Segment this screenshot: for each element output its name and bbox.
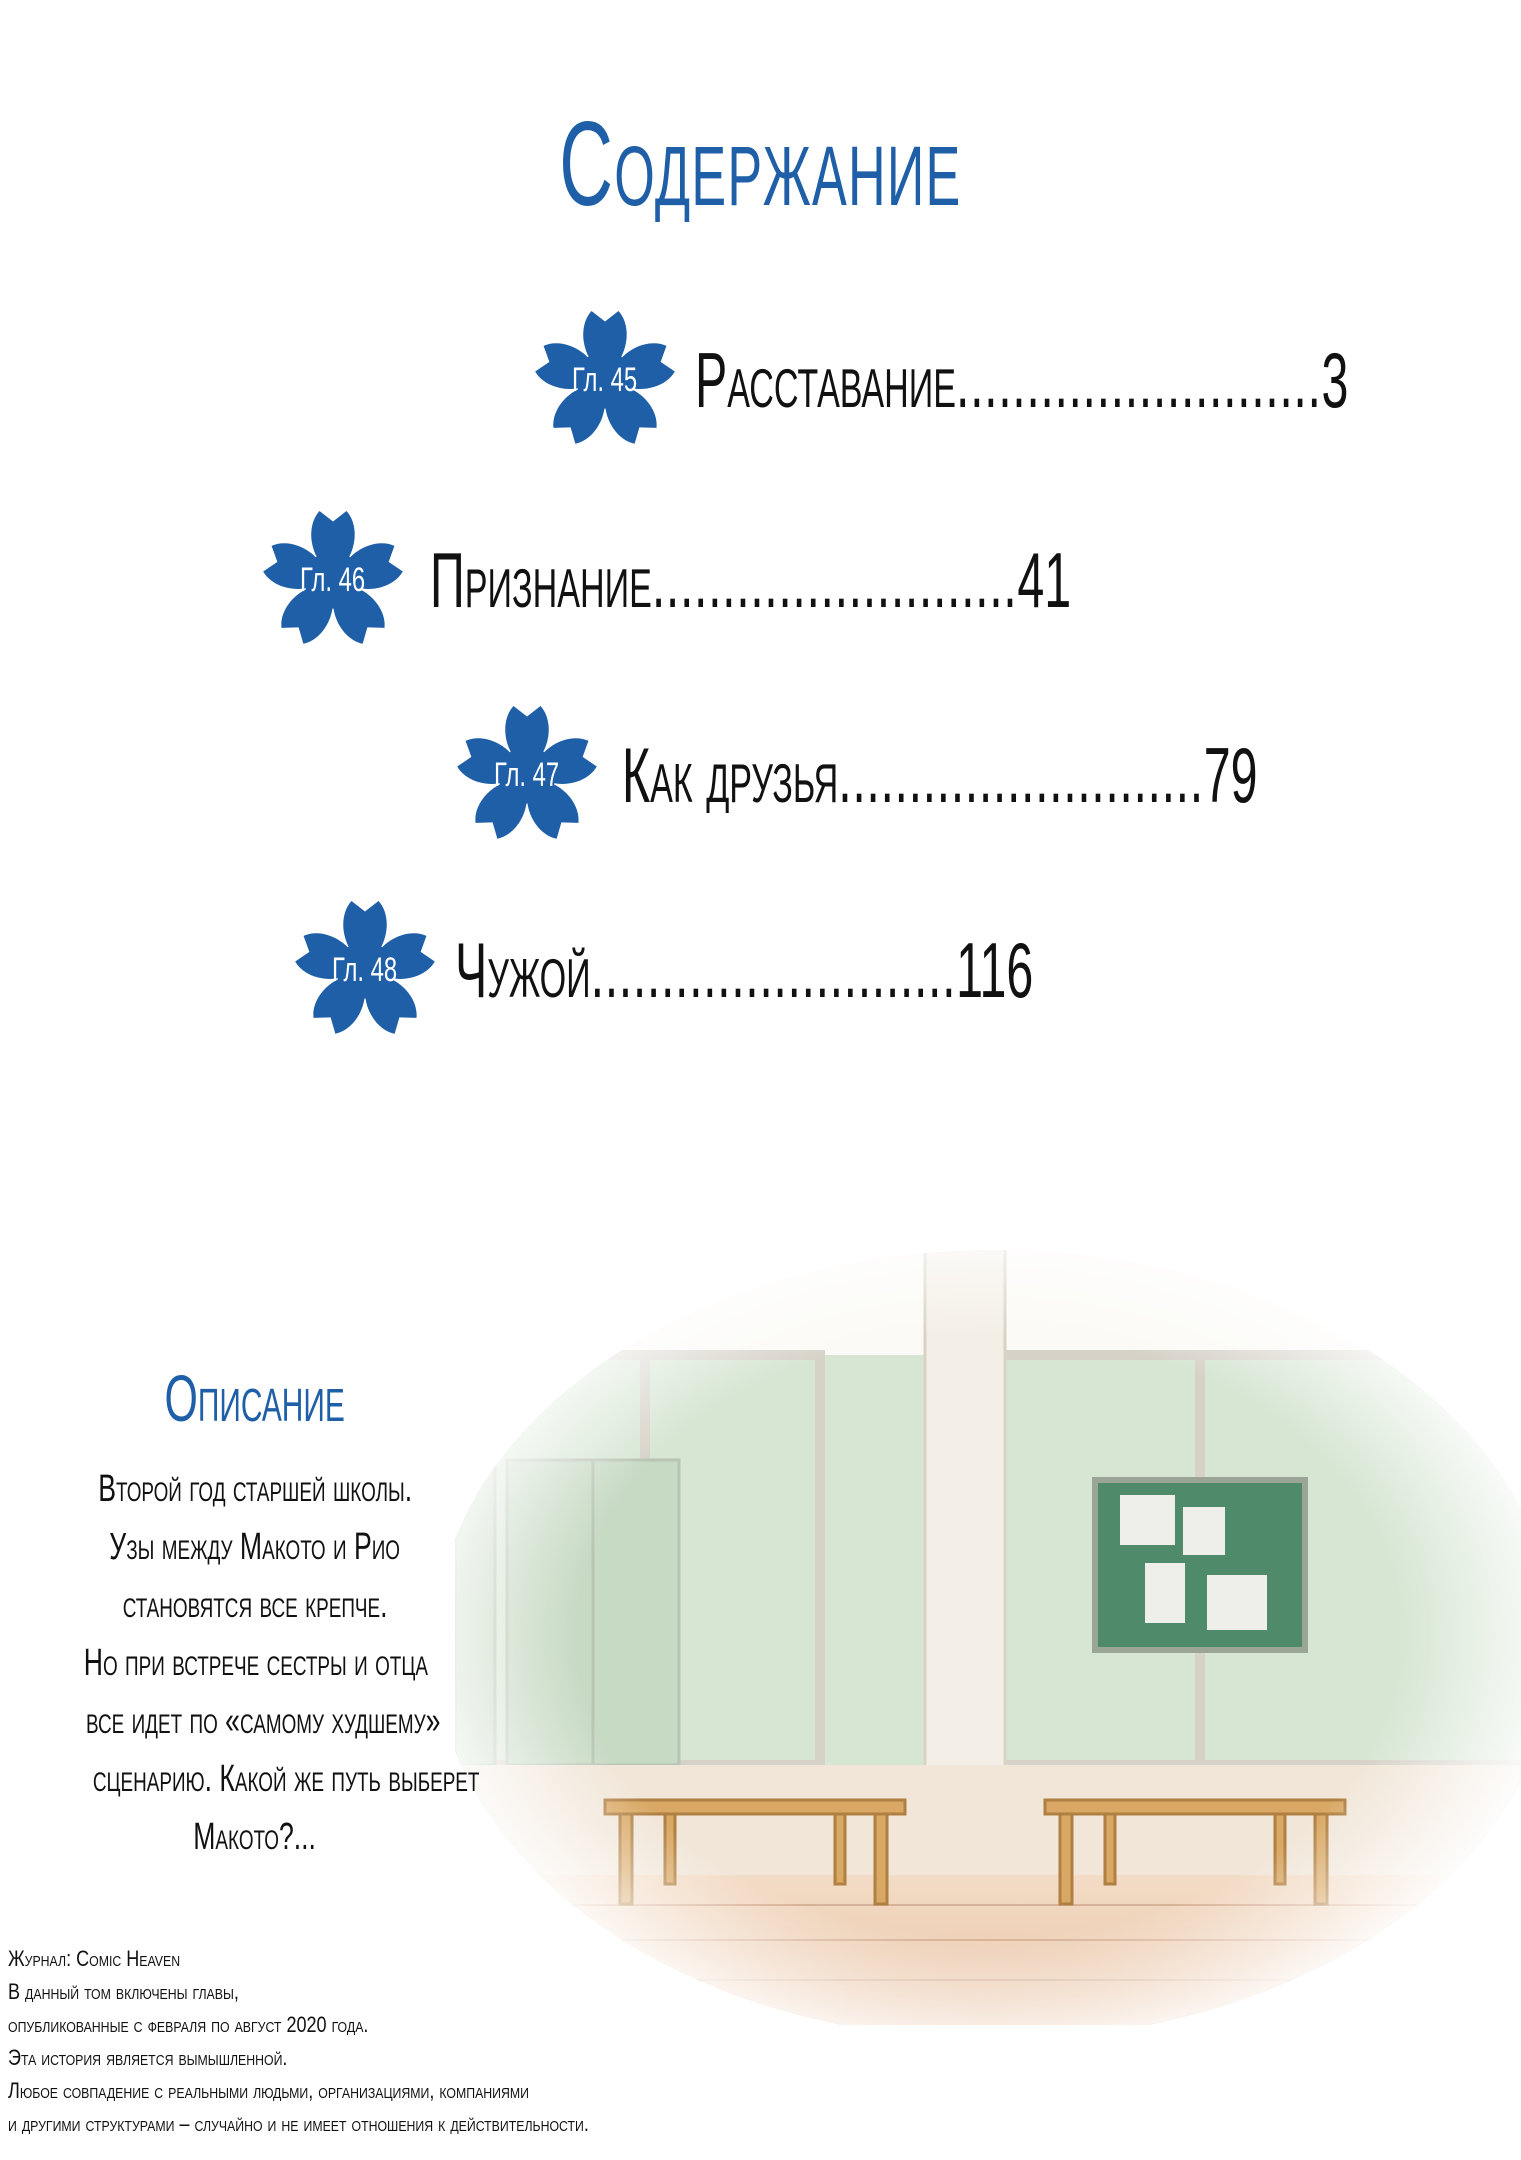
toc-entry-text [695, 335, 1521, 425]
toc-entry-text [430, 535, 1464, 625]
leader-dots: .......................... [956, 335, 1322, 424]
toc-entry-48[interactable] [290, 895, 1090, 1045]
chapter-title: Расставание [695, 335, 957, 424]
description-line: Узы между Макото и Рио [109, 1526, 401, 1568]
footnotes [8, 1942, 768, 2140]
footnote-line: и другими структурами – случайно и не имеет отношения к действительности. [8, 2111, 589, 2136]
page-number: 41 [1017, 535, 1072, 624]
toc-entry-text [622, 730, 1521, 820]
chapter-title: Как друзья [622, 730, 839, 819]
description-line: сценарию. Какой же путь выберет [92, 1758, 480, 1800]
chapter-number: Гл. 48 [332, 950, 398, 989]
description-line: Макото?... [193, 1816, 317, 1858]
hallway-illustration [455, 1245, 1521, 2025]
footnote-line: В данный том включены главы, [8, 1979, 239, 2004]
description-line: все идет по «самому худшему» [85, 1700, 441, 1742]
leader-dots: .......................... [838, 730, 1204, 819]
toc-entry-text [455, 925, 1388, 1015]
description-line: Но при встрече сестры и отца [83, 1642, 428, 1684]
toc-entry-47[interactable] [452, 700, 1258, 850]
description-heading: Описание [164, 1361, 346, 1435]
description-line: Второй год старшей школы. [98, 1468, 412, 1510]
toc-entry-46[interactable] [258, 505, 1072, 655]
chapter-title: Признание [430, 535, 652, 624]
page-number: 3 [1321, 335, 1349, 424]
footnote-line: Любое совпадение с реальными людьми, организациями, компаниями [8, 2078, 529, 2103]
leader-dots: .......................... [651, 535, 1018, 624]
description-line: становятся все крепче. [122, 1584, 388, 1626]
footnote-line: Эта история является вымышленной. [8, 2045, 288, 2070]
footnote-line: Журнал: Comic Heaven [8, 1946, 181, 1971]
chapter-title: Чужой [455, 925, 591, 1014]
toc-entry-45[interactable] [530, 305, 1349, 455]
chapter-number: Гл. 47 [494, 755, 560, 794]
page-number: 116 [956, 925, 1034, 1014]
footnote-line: опубликованные с февраля по август 2020 года. [8, 2012, 369, 2037]
leader-dots: .......................... [590, 925, 957, 1014]
chapter-number: Гл. 45 [572, 360, 638, 399]
chapter-number: Гл. 46 [300, 560, 366, 599]
page-title: Содержание [559, 97, 962, 231]
page-number: 79 [1203, 730, 1258, 819]
description-text [10, 1460, 500, 1866]
